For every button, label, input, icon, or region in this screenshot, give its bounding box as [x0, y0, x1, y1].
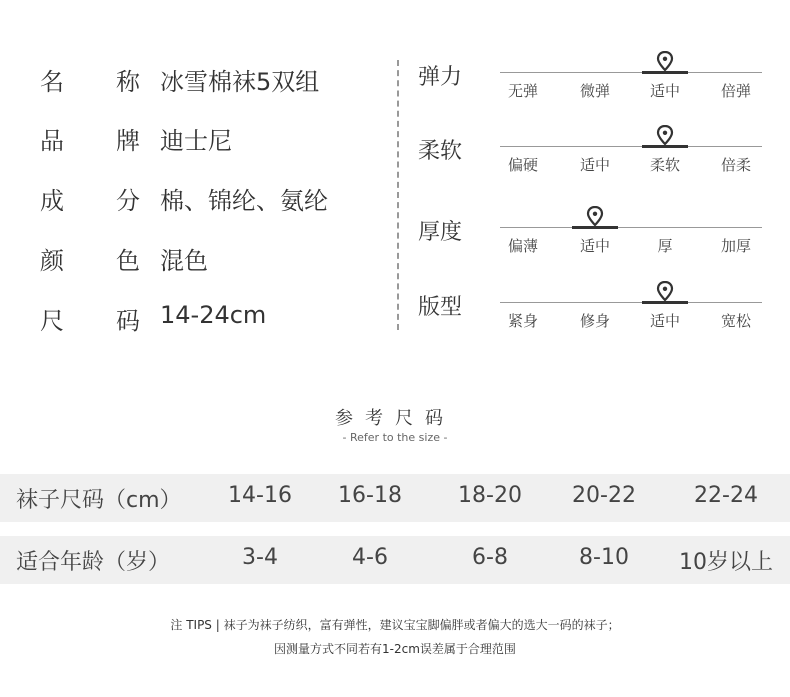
rating-option: 修身	[579, 312, 610, 330]
rating-name: 版型	[418, 295, 463, 320]
rating-track	[500, 72, 762, 73]
rating-track	[500, 146, 762, 147]
rating-option: 倍弹	[720, 82, 751, 100]
location-pin-icon	[655, 51, 675, 73]
table-cell: 14-16	[228, 483, 292, 508]
table-cell: 20-22	[572, 483, 636, 508]
rating-option: 适中	[579, 156, 610, 174]
table-cell: 6-8	[472, 545, 508, 570]
size-row-header: 袜子尺码（cm）	[16, 488, 182, 513]
table-cell: 3-4	[242, 545, 278, 570]
spec-label: 名 称	[40, 68, 140, 96]
rating-option: 柔软	[649, 156, 680, 174]
spec-value: 棉、锦纶、氨纶	[160, 187, 328, 215]
rating-option: 偏薄	[507, 237, 538, 255]
spec-value: 14-24cm	[160, 301, 267, 329]
rating-option: 适中	[649, 312, 680, 330]
rating-option: 厚	[657, 237, 673, 255]
table-cell: 10岁以上	[679, 550, 773, 575]
table-cell: 4-6	[352, 545, 388, 570]
tolerance-note: 因测量方式不同若有1-2cm误差属于合理范围	[274, 642, 516, 656]
spec-label: 尺 码	[40, 307, 140, 335]
spec-label: 颜 色	[40, 247, 140, 275]
age-row-header: 适合年龄（岁）	[16, 550, 171, 575]
location-pin-icon	[585, 206, 605, 228]
rating-name: 弹力	[418, 65, 463, 90]
vertical-divider	[397, 60, 399, 330]
location-pin-icon	[655, 125, 675, 147]
rating-option: 适中	[649, 82, 680, 100]
rating-option: 紧身	[507, 312, 538, 330]
spec-value: 迪士尼	[160, 127, 232, 155]
spec-label: 品 牌	[40, 127, 140, 155]
tips-note: 注 TIPS | 袜子为袜子纺织，富有弹性，建议宝宝脚偏胖或者偏大的选大一码的袜子；	[170, 618, 620, 632]
rating-option: 微弹	[579, 82, 610, 100]
spec-value: 混色	[160, 247, 208, 275]
rating-option: 宽松	[720, 312, 751, 330]
rating-name: 柔软	[418, 139, 463, 164]
rating-track	[500, 302, 762, 303]
rating-option: 加厚	[720, 237, 751, 255]
spec-label: 成 分	[40, 187, 140, 215]
rating-option: 适中	[579, 237, 610, 255]
rating-option: 偏硬	[507, 156, 538, 174]
table-cell: 18-20	[458, 483, 522, 508]
table-cell: 8-10	[579, 545, 629, 570]
size-title: 参考尺码	[335, 408, 455, 429]
size-subtitle: - Refer to the size -	[342, 431, 448, 444]
table-cell: 16-18	[338, 483, 402, 508]
rating-option: 倍柔	[720, 156, 751, 174]
location-pin-icon	[655, 281, 675, 303]
rating-name: 厚度	[418, 220, 463, 245]
spec-value: 冰雪棉袜5双组	[160, 68, 320, 96]
table-cell: 22-24	[694, 483, 758, 508]
rating-track	[500, 227, 762, 228]
rating-option: 无弹	[507, 82, 538, 100]
